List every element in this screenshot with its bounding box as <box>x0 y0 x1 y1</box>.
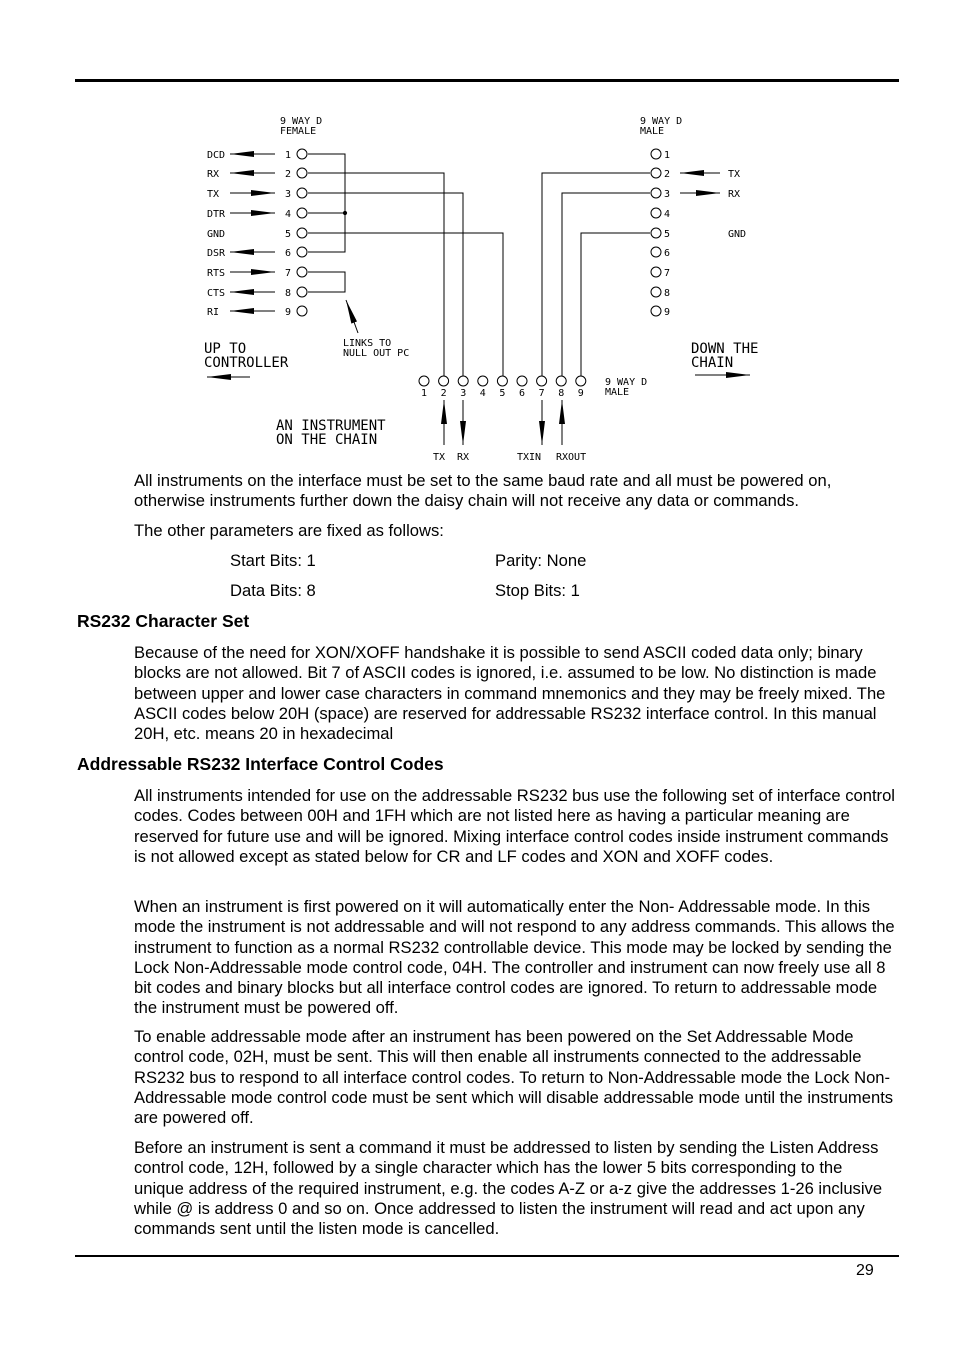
instrument-label <box>276 418 386 448</box>
pin-number: 1 <box>285 150 292 161</box>
pin-number: 2 <box>285 169 292 180</box>
svg-text:9 WAY D: 9 WAY D <box>605 377 648 388</box>
pin-number: 6 <box>285 248 292 259</box>
pin-number: 3 <box>664 189 671 200</box>
pin-number: 5 <box>285 229 292 240</box>
page-number: 29 <box>856 1262 874 1279</box>
svg-text:UP TO: UP TO <box>204 341 247 357</box>
pin-number: 4 <box>664 209 671 220</box>
pin-number: 5 <box>499 388 506 399</box>
pin-number: 7 <box>285 268 292 279</box>
svg-text:CHAIN: CHAIN <box>691 355 734 371</box>
pin-number: 2 <box>440 388 447 399</box>
pin-circle <box>651 168 661 178</box>
svg-text:LINKS TO: LINKS TO <box>343 338 392 349</box>
fixed-params-intro: The other parameters are fixed as follows: <box>134 521 444 540</box>
signal-label: RTS <box>207 268 226 279</box>
svg-text:RX: RX <box>457 452 470 463</box>
pin-circle <box>556 376 566 386</box>
left-connector <box>207 149 307 318</box>
section-heading-character-set: RS232 Character Set <box>77 611 250 631</box>
pin-circle <box>297 306 307 316</box>
down-the-chain-label <box>691 341 758 371</box>
pin-circle <box>576 376 586 386</box>
signal-label: RI <box>207 307 220 318</box>
signal-label: DSR <box>207 248 226 259</box>
svg-text:TX: TX <box>433 452 446 463</box>
pin-circle <box>497 376 507 386</box>
control-codes-paragraph: All instruments intended for use on the addressable RS232 bus use the following set of interface control codes. Codes between 00H and 1FH which are not listed here as having a particular meaning are reserved for future use and will be ignored. Mixing interface control codes inside instrument commands is not allowed except as stated below for CR and LF codes and XON and XOFF codes. <box>134 786 895 866</box>
pin-circle <box>651 188 661 198</box>
svg-text:9 WAY D: 9 WAY D <box>280 116 323 127</box>
svg-text:ON THE CHAIN: ON THE CHAIN <box>276 432 378 448</box>
pin-circle <box>297 247 307 257</box>
pin-number: 3 <box>460 388 467 399</box>
pin-circle <box>651 287 661 297</box>
svg-text:CONTROLLER: CONTROLLER <box>204 355 289 371</box>
svg-text:TX: TX <box>728 169 741 180</box>
character-set-paragraph: Because of the need for XON/XOFF handshake it is possible to send ASCII coded data only; binary blocks are not allowed. Bit 7 of ASCII codes is ignored, i.e. assumed to be low. No distinction is made between upper and lower case characters in command mnemonics and they may be freely mixed. The ASCII codes below 20H (space) are reserved for addressable RS232 interface control. In this manual 20H, etc. means 20 in hexadecimal <box>134 643 886 744</box>
svg-text:AN INSTRUMENT: AN INSTRUMENT <box>276 418 386 434</box>
svg-text:MALE: MALE <box>605 387 630 398</box>
pin-circle <box>297 149 307 159</box>
svg-text:GND: GND <box>728 229 747 240</box>
left-connector-heading <box>280 116 322 137</box>
pin-circle <box>297 168 307 178</box>
pin-circle <box>651 208 661 218</box>
pin-number: 9 <box>577 388 584 399</box>
right-connector-heading <box>640 116 682 137</box>
svg-text:FEMALE: FEMALE <box>280 126 317 137</box>
pin-number: 7 <box>664 268 671 279</box>
signal-label: RX <box>207 169 220 180</box>
pin-circle <box>651 228 661 238</box>
svg-text:DOWN THE: DOWN THE <box>691 341 759 357</box>
pin-circle <box>297 228 307 238</box>
start-bits: Start Bits: 1 <box>230 551 316 570</box>
pin-number: 8 <box>664 288 671 299</box>
svg-text:RXOUT: RXOUT <box>556 452 587 463</box>
pin-circle <box>297 267 307 277</box>
signal-label: DCD <box>207 150 226 161</box>
pin-circle <box>439 376 449 386</box>
svg-text:9 WAY D: 9 WAY D <box>640 116 683 127</box>
pin-circle <box>651 247 661 257</box>
stop-bits: Stop Bits: 1 <box>495 581 580 600</box>
right-connector <box>651 149 670 318</box>
pin-circle <box>297 208 307 218</box>
svg-text:TXIN: TXIN <box>517 452 542 463</box>
control-codes-paragraph: Before an instrument is sent a command it must be addressed to listen by sending the Listen Address control code, 12H, followed by a single character which has the lower 5 bits corresponding to the unique address of the required instrument, e.g. the codes A-Z or a-z give the addresses 1-26 inclusive while @ is address 0 and so on. Once addressed to listen the instrument will read and act upon any commands sent until the listen mode is cancelled. <box>134 1138 883 1239</box>
pin-number: 8 <box>285 288 292 299</box>
signal-label: CTS <box>207 288 226 299</box>
pin-circle <box>651 149 661 159</box>
pin-number: 1 <box>421 388 428 399</box>
pin-number: 2 <box>664 169 671 180</box>
svg-text:MALE: MALE <box>640 126 665 137</box>
pin-circle <box>297 287 307 297</box>
signal-label: DTR <box>207 209 226 220</box>
bottom-rule <box>75 1255 899 1257</box>
pin-number: 5 <box>664 229 671 240</box>
pin-number: 4 <box>285 209 292 220</box>
pin-number: 7 <box>538 388 545 399</box>
pin-number: 9 <box>285 307 292 318</box>
pin-number: 6 <box>519 388 526 399</box>
svg-text:NULL OUT PC: NULL OUT PC <box>343 348 410 359</box>
pin-number: 1 <box>664 150 671 161</box>
parity: Parity: None <box>495 551 587 570</box>
data-bits: Data Bits: 8 <box>230 581 316 600</box>
pin-circle <box>537 376 547 386</box>
pin-circle <box>458 376 468 386</box>
intro-paragraph: All instruments on the interface must be set to the same baud rate and all must be powered on, otherwise instruments further down the daisy chain will not receive any data or commands. <box>134 471 832 511</box>
bottom-signal-labels <box>433 452 586 463</box>
pin-circle <box>478 376 488 386</box>
pin-number: 3 <box>285 189 292 200</box>
pin-number: 8 <box>558 388 565 399</box>
pin-number: 4 <box>479 388 486 399</box>
pin-circle <box>651 267 661 277</box>
pin-circle <box>297 188 307 198</box>
section-heading-control-codes: Addressable RS232 Interface Control Codes <box>77 754 444 774</box>
signal-label: TX <box>207 189 220 200</box>
links-note <box>343 338 409 359</box>
signal-label: GND <box>207 229 226 240</box>
up-to-controller-label <box>204 341 289 371</box>
right-signal-labels <box>728 169 746 240</box>
control-codes-paragraph: When an instrument is first powered on it will automatically enter the Non- Addressable mode. In this mode the instrument is not addressable and will not respond to any address commands. This allows the instrument to function as a normal RS232 controllable device. This mode may be locked by sending the Lock Non-Addressable mode control code, 04H. The controller and instrument can now freely use all 8 bit codes and binary blocks but all interface control codes are ignored. To return to addressable mode the instrument must be powered off. <box>134 897 895 1018</box>
svg-text:RX: RX <box>728 189 741 200</box>
pin-number: 9 <box>664 307 671 318</box>
pin-circle <box>419 376 429 386</box>
pin-circle <box>517 376 527 386</box>
pin-number: 6 <box>664 248 671 259</box>
bottom-connector <box>419 376 586 399</box>
bottom-connector-heading <box>605 377 647 398</box>
pin-circle <box>651 306 661 316</box>
control-codes-paragraph: To enable addressable mode after an instrument has been powered on the Set Addressable Mode control code, 02H, must be sent. This will then enable all instruments connected to the addressable RS232 bus to respond to all interface control codes. To return to Non-Addressable mode the Lock Non-Addressable mode control code must be sent which will disable addressable mode until the instruments are powered off. <box>134 1027 894 1128</box>
rs232-daisy-chain-diagram <box>0 0 954 470</box>
